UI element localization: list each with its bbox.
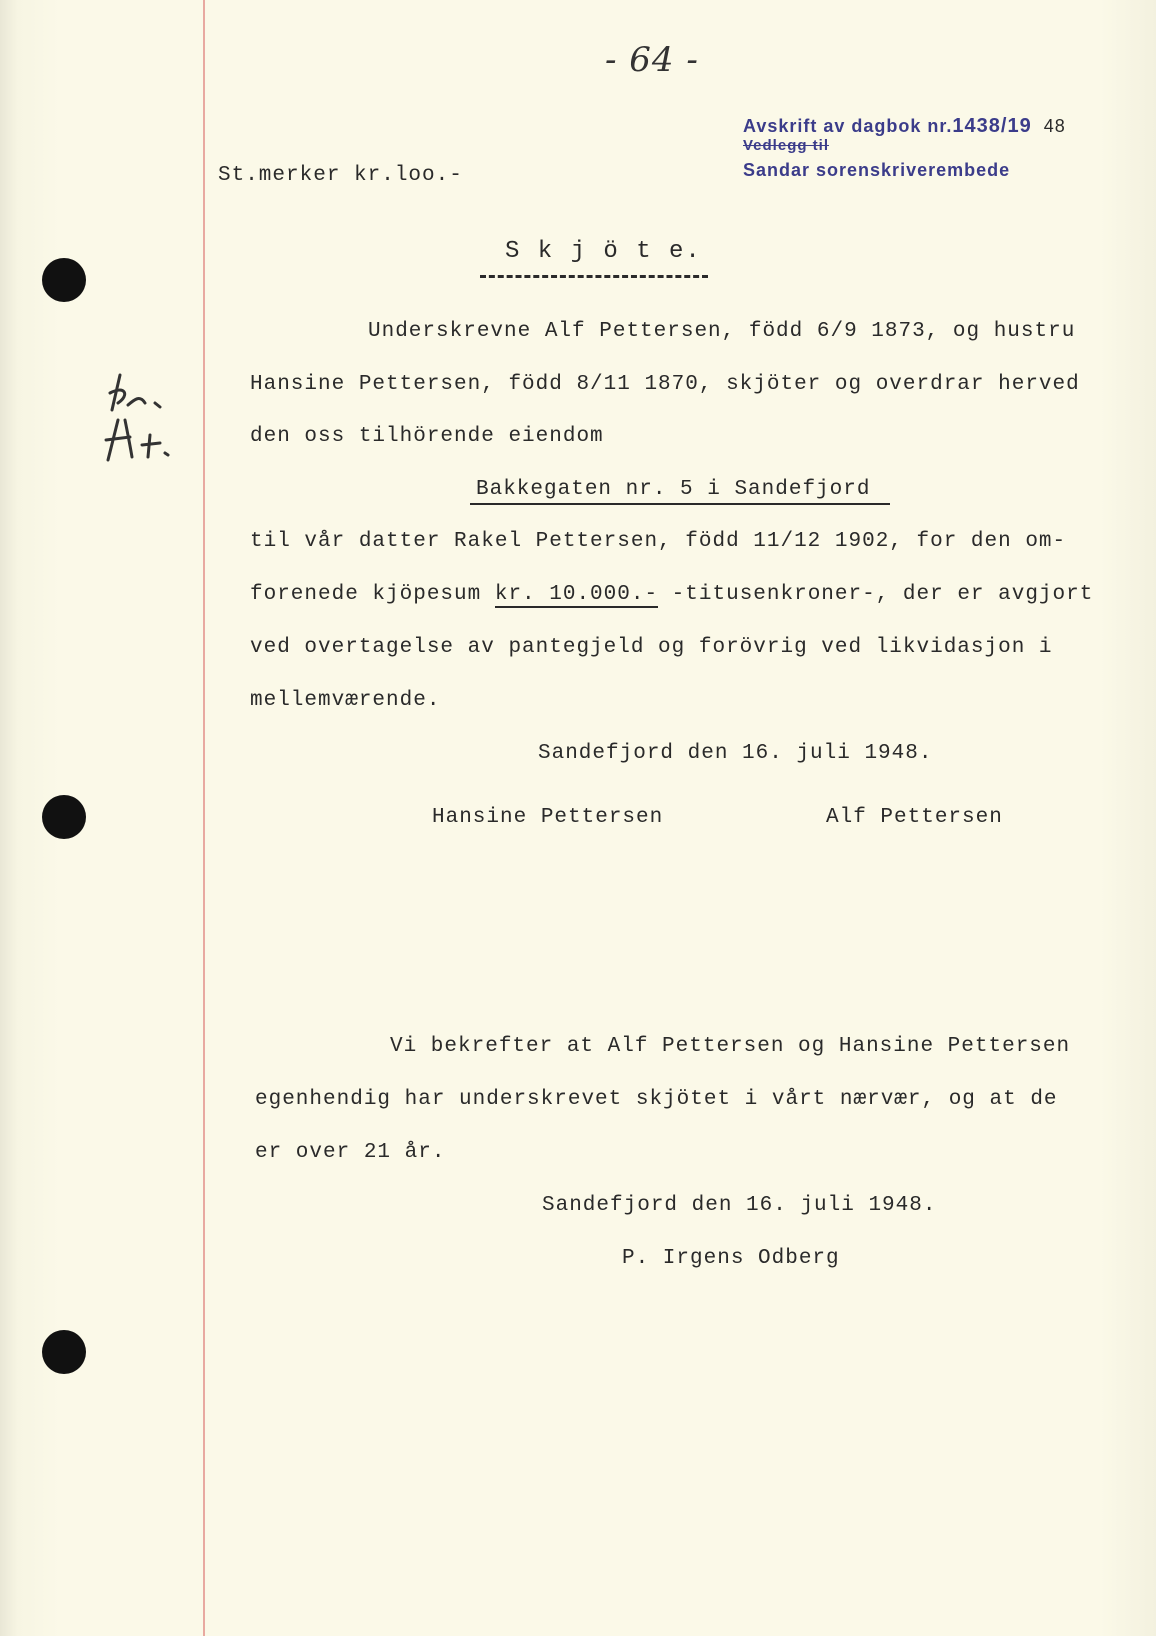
body-line: Hansine Pettersen, född 8/11 1870, skjöter og overdrar herved bbox=[250, 373, 1080, 396]
punch-hole bbox=[42, 258, 86, 302]
body-line: mellemværende. bbox=[250, 689, 441, 712]
witness-name: P. Irgens Odberg bbox=[622, 1247, 840, 1270]
body-line: ved overtagelse av pantegjeld og forövrig ved likvidasjon i bbox=[250, 636, 1053, 659]
body-line: Underskrevne Alf Pettersen, född 6/9 1873, og hustru bbox=[368, 320, 1076, 343]
punch-hole bbox=[42, 1330, 86, 1374]
price-line: forenede kjöpesum kr. 10.000.- -titusenkroner-, der er avgjort bbox=[250, 583, 1094, 606]
signatory: Alf Pettersen bbox=[826, 806, 1003, 829]
property-address: Bakkegaten nr. 5 i Sandefjord bbox=[470, 478, 890, 505]
price-amount: kr. 10.000.- bbox=[494, 583, 659, 606]
body-line: den oss tilhörende eiendom bbox=[250, 425, 604, 448]
place-date: Sandefjord den 16. juli 1948. bbox=[538, 742, 933, 765]
place-date: Sandefjord den 16. juli 1948. bbox=[542, 1194, 937, 1217]
signatory: Hansine Pettersen bbox=[432, 806, 664, 829]
witness-line: er over 21 år. bbox=[255, 1141, 446, 1164]
margin-initials bbox=[100, 365, 190, 465]
stamp-line3: Sandar sorenskriverembede bbox=[743, 160, 1011, 180]
document-title: S k j ö t e. bbox=[505, 238, 702, 265]
witness-line: egenhendig har underskrevet skjötet i vårt nærvær, og at de bbox=[255, 1088, 1058, 1111]
stamp-line2: Vedlegg til bbox=[743, 137, 830, 154]
stamp-fee: St.merker kr.loo.- bbox=[218, 164, 463, 187]
title-rule bbox=[480, 275, 708, 278]
punch-hole bbox=[42, 795, 86, 839]
page-number: - 64 - bbox=[605, 40, 699, 80]
margin-line bbox=[203, 0, 205, 1636]
witness-line: Vi bekrefter at Alf Pettersen og Hansine Pettersen bbox=[390, 1035, 1071, 1058]
body-line: til vår datter Rakel Pettersen, född 11/12 1902, for den om- bbox=[250, 530, 1067, 553]
stamp-line1: Avskrift av dagbok nr.1438/19 48 bbox=[743, 115, 1066, 137]
